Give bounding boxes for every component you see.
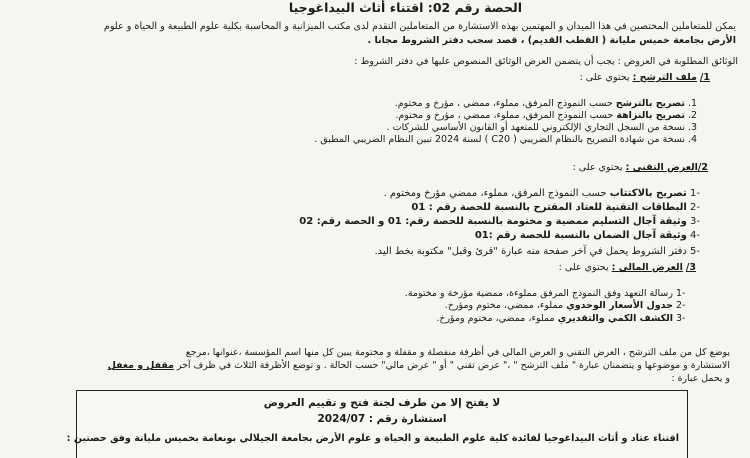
envelope-label-box <box>66 390 688 458</box>
documents-intro: الوثائق المطلوبة في العروض : يجب أن يتضمن العرض الوثائق المنصوص عليها في دفتر الشروط : <box>354 56 738 67</box>
section-2-item: -4 وثيقة آجال الضمان بالنسبة للحصة رقم :01 <box>474 230 700 241</box>
section-3-title: العرض المالي : <box>611 262 683 273</box>
section-2-item: -3 وثيقة آجال التسليم ممضية و مختومة بالنسبة للحصة رقم: 01 و الحصة رقم: 02 <box>299 216 700 227</box>
section-3-item: -3 الكشف الكمي والتقديري مملوء، ممضي، مختوم ومؤرخ. <box>436 313 686 324</box>
section-2-heading <box>573 162 708 174</box>
section-1-item: 1. تصريح بالترشح حسب النموذج المرفق، مملوء، ممضي ، مؤرخ و مختوم. <box>394 98 698 109</box>
box-line-3: اقتناء عتاد و أثاث البيداغوجيا لفائدة كلية علوم الطبيعة و الحياة و علوم الأرض بجامعة الجيلالي بونعامة بخميس مليانة وفق حصتين : <box>66 433 679 444</box>
lot-title: الحصة رقم 02: اقتناء أثاث البيداغوجيا <box>288 0 522 15</box>
section-1-subtitle: يحتوي على : <box>579 72 630 83</box>
section-3-subtitle: يحتوي على : <box>558 262 609 273</box>
section-2-item: -2 البطاقات التقنية للعتاد المقترح بالنسبة للحصة رقم : 01 <box>411 202 700 213</box>
closing-line-1: يوضع كل من ملف الترشح ، العرض التقني و العرض المالي في أظرفة منفصلة و مقفلة و مختومة يبين كل منها اسم المؤسسة ،عنوانها ،مرجع <box>185 347 730 358</box>
closing-line-3: و يحمل عبارة : <box>671 373 730 384</box>
section-1-title: ملف الترشح : <box>632 72 697 83</box>
section-3-item: -1 رسالة التعهد وفق النموذج المرفق مملوءة، ممضية مؤرخة و مختومة. <box>404 288 686 299</box>
section-1-item: 4. نسخة من شهادة التصريح بالنظام الضريبي ( C20 ) لسنة 2024 تبين النظام الضريبي المطبق . <box>314 134 698 145</box>
section-1-heading: 1/ ملف الترشح : يحتوي على : <box>579 72 710 83</box>
section-1-item: 3. نسخة من السجل التجاري الإلكتروني للمتعهد أو القانون الأساسي للشركات . <box>386 122 698 133</box>
sealed-envelope-note: مقفل و مغفل <box>107 360 174 371</box>
box-line-2: استشارة رقم : 2024/07 <box>317 413 447 425</box>
box-line-1: لا يفتح إلا من طرف لجنة فتح و تقييم العروض <box>263 397 501 409</box>
section-2-title: 2/العرض التقني : <box>625 162 708 173</box>
section-2-item: -1 تصريح بالاكتتاب حسب النموذج المرفق، مملوء، ممضي مؤرخ ومختوم . <box>383 188 700 199</box>
section-2-subtitle: يحتوي على : <box>572 162 623 173</box>
closing-line-2: الاستشارة و موضوعها و يتضمنان عبارة " ملف الترشح " ،" عرض تقني " أو " عرض مالي" حسب الحالة . و توضع الأظرفة الثلاث في ظرف آخر مقفل و مغفل <box>107 360 730 371</box>
section-2-item: -5 دفتر الشروط يحمل في آخر صفحة منه عبارة "قرئ وقبل" مكتوبة بخط اليد. <box>374 246 700 257</box>
section-1-item: 2. تصريح بالنزاهة حسب النموذج المرفق، مملوء، ممضي ، مؤرخ و مختوم. <box>395 110 698 121</box>
intro-line-1: يمكن للمتعاملين المختصين في هذا الميدان و المهتمين بهذه الاستشارة من المتعاملين التقدم لدى مكتب الميزانية و المحاسبة بكلية علوم الطبيعة و الحياة و علوم <box>103 21 736 32</box>
section-3-item: -2 جدول الأسعار الوحدوي مملوء، ممضي، مختوم ومؤرخ. <box>444 300 686 311</box>
section-3-heading: 3/ العرض المالي : يحتوي على : <box>558 262 696 273</box>
intro-line-2: الأرض بجامعة خميس مليانة ( القطب القديم) ، قصد سحب دفتر الشروط مجانا . <box>367 35 736 46</box>
